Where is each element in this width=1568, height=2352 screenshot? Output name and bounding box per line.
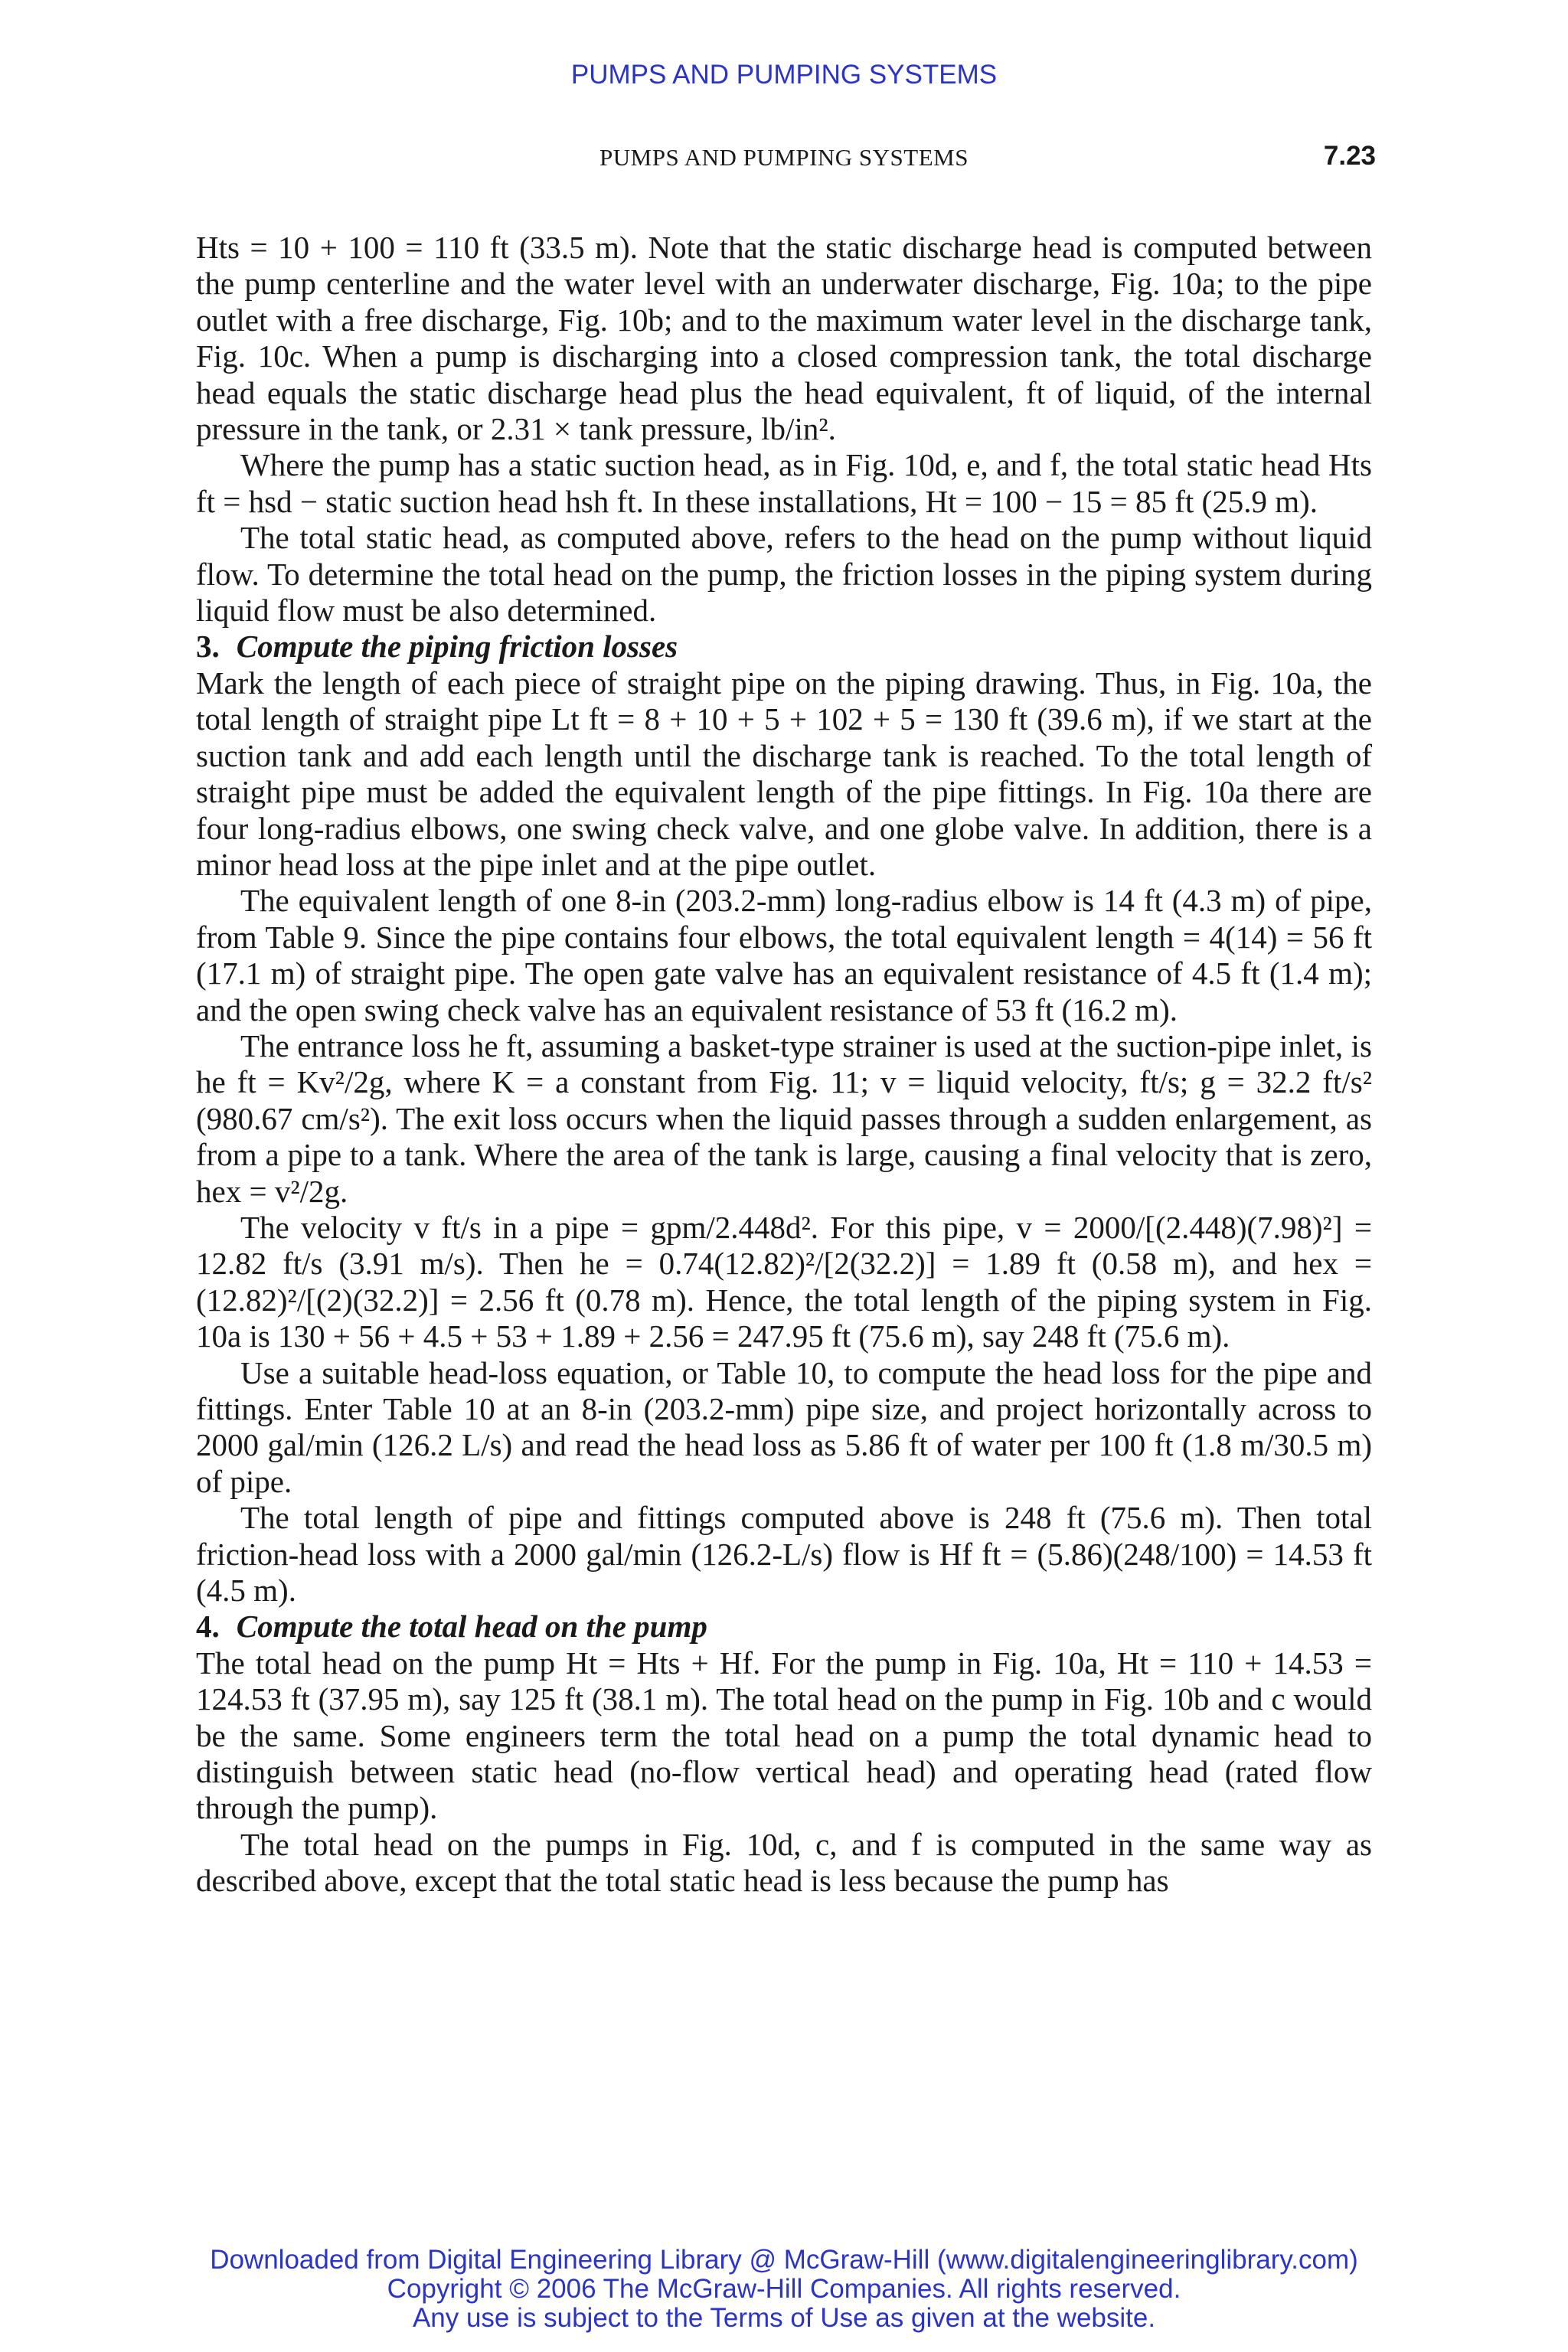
step-number: 4. — [196, 1609, 220, 1645]
paragraph: The total head on the pumps in Fig. 10d, c, and f is computed in the same way as described above, except that the total static head is less because the pump has — [196, 1826, 1372, 1899]
paragraph: The total length of pipe and fittings computed above is 248 ft (75.6 m). Then total friction-head loss with a 2000 gal/min (126.2-L/s) flow is Hf ft = (5.86)(248/100) = 14.53 ft (4.5 m). — [196, 1500, 1372, 1609]
step-title: Compute the piping friction losses — [236, 629, 678, 665]
paragraph: The equivalent length of one 8-in (203.2-mm) long-radius elbow is 14 ft (4.3 m) of pipe, from Table 9. Since the pipe contains four elbows, the total equivalent length = 4(14) = 56 ft (17.1 m) of straight pipe. The open gate valve has an equivalent resistance of 4.5 ft (1.4 m); and the open swing check valve has an equivalent resistance of 53 ft (16.2 m). — [196, 883, 1372, 1027]
paragraph: Where the pump has a static suction head, as in Fig. 10d, e, and f, the total static head Hts ft = hsd − static suction head hsh ft. In these installations, Ht = 100 − 15 = 85 ft (25.9 m). — [196, 447, 1372, 519]
paragraph: The total static head, as computed above, refers to the head on the pump without liquid flow. To determine the total head on the pump, the friction losses in the piping system during liquid flow must be also determined. — [196, 520, 1372, 629]
step-title: Compute the total head on the pump — [236, 1609, 707, 1645]
paragraph: The entrance loss he ft, assuming a basket-type strainer is used at the suction-pipe inlet, is he ft = Kv²/2g, where K = a constant from Fig. 11; v = liquid velocity, ft/s; g = 32.2 ft/s² (980.67 cm/s²). The exit loss occurs when the liquid passes through a sudden enlargement, as from a pipe to a tank. Where the area of the tank is large, causing a final velocity that is zero, hex = v²/2g. — [196, 1027, 1372, 1209]
terms-of-use-link[interactable]: Any use is subject to the Terms of Use as given at the website. — [412, 2303, 1156, 2333]
footer — [0, 2246, 1568, 2333]
main-text — [196, 230, 1372, 1900]
download-source-link[interactable]: Downloaded from Digital Engineering Library @ McGraw-Hill (www.digitalengineeringlibrary.com) — [210, 2245, 1358, 2275]
paragraph: The total head on the pump Ht = Hts + Hf. For the pump in Fig. 10a, Ht = 110 + 14.53 = 124.53 ft (37.95 m), say 125 ft (38.1 m). The total head on the pump in Fig. 10b and c would be the same. Some engineers term the total head on a pump the total dynamic head to distinguish between static head (no-flow vertical head) and operating head (rated flow through the pump). — [196, 1645, 1372, 1826]
paragraph: Mark the length of each piece of straight pipe on the piping drawing. Thus, in Fig. 10a, the total length of straight pipe Lt ft = 8 + 10 + 5 + 102 + 5 = 130 ft (39.6 m), if we start at the suction tank and add each length until the discharge tank is reached. To the total length of straight pipe must be added the equivalent length of the pipe fittings. In Fig. 10a there are four long-radius elbows, one swing check valve, and one globe valve. In addition, there is a minor head loss at the pipe inlet and at the pipe outlet. — [196, 665, 1372, 882]
step-heading — [196, 1609, 1372, 1645]
step-heading — [196, 629, 1372, 665]
paragraph: Hts = 10 + 100 = 110 ft (33.5 m). Note that the static discharge head is computed between the pump centerline and the water level with an underwater discharge, Fig. 10a; to the pipe outlet with a free discharge, Fig. 10b; and to the maximum water level in the discharge tank, Fig. 10c. When a pump is discharging into a closed compression tank, the total discharge head equals the static discharge head plus the head equivalent, ft of liquid, of the internal pressure in the tank, or 2.31 × tank pressure, lb/in². — [196, 230, 1372, 447]
step-number: 3. — [196, 629, 220, 665]
running-head: PUMPS AND PUMPING SYSTEMS — [599, 144, 969, 171]
paragraph: The velocity v ft/s in a pipe = gpm/2.448d². For this pipe, v = 2000/[(2.448)(7.98)²] = 12.82 ft/s (3.91 m/s). Then he = 0.74(12.82)²/[2(32.2)] = 1.89 ft (0.58 m), and hex = (12.82)²/[(2)(32.2)] = 2.56 ft (0.78 m). Hence, the total length of the piping system in Fig. 10a is 130 + 56 + 4.5 + 53 + 1.89 + 2.56 = 247.95 ft (75.6 m), say 248 ft (75.6 m). — [196, 1209, 1372, 1354]
chapter-title-link[interactable]: PUMPS AND PUMPING SYSTEMS — [570, 60, 998, 90]
page-number: 7.23 — [1323, 141, 1376, 171]
paragraph: Use a suitable head-loss equation, or Table 10, to compute the head loss for the pipe and fittings. Enter Table 10 at an 8-in (203.2-mm) pipe size, and project horizontally across to 2000 gal/min (126.2 L/s) and read the head loss as 5.86 ft of water per 100 ft (1.8 m/30.5 m) of pipe. — [196, 1354, 1372, 1499]
copyright-link[interactable]: Copyright © 2006 The McGraw-Hill Companies. All rights reserved. — [387, 2274, 1181, 2304]
